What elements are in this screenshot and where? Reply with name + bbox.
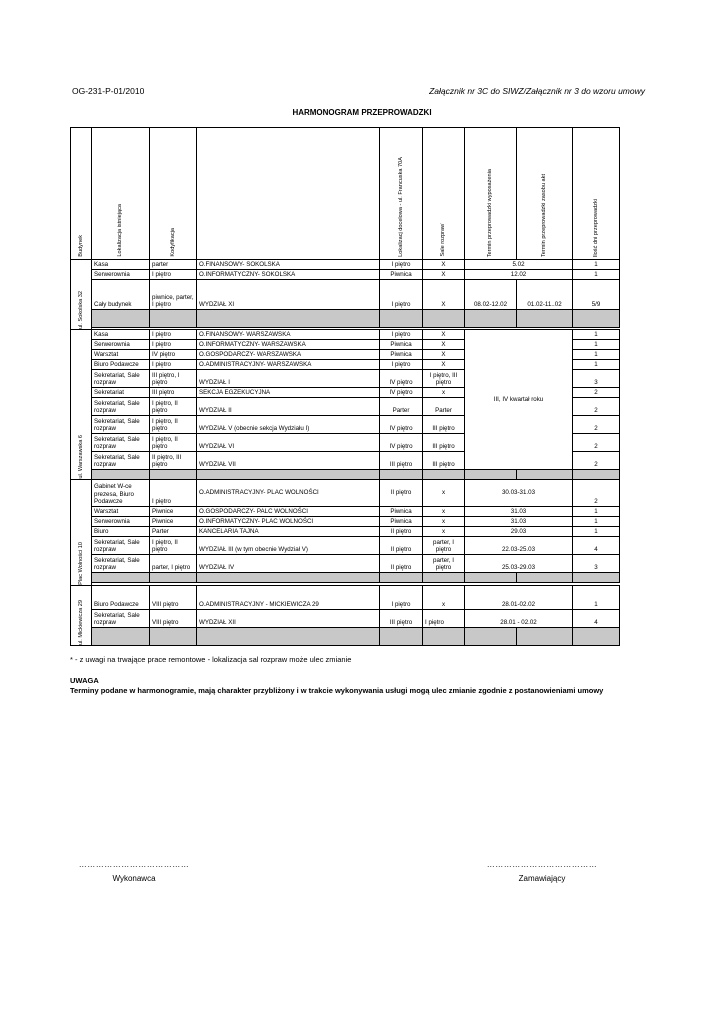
building-label: ul. Warszawska 6: [71, 330, 92, 480]
cell-location: Warsztat: [92, 350, 150, 360]
cell-location: Gabinet W-ce prezesa, Biuro Podawcze: [92, 480, 150, 507]
header-ilosc-dni: Ilość dni przeprowadzki: [573, 128, 620, 260]
header-kodyfikacja: Kodyfikacja: [150, 128, 197, 260]
table-row: [71, 555, 620, 573]
cell-location: Serwerownia: [92, 340, 150, 350]
cell-unit: O.INFORMATYCZNY- SOKOLSKA: [197, 270, 380, 280]
cell-courtroom: I piętro: [423, 610, 465, 628]
cell-unit: O.INFORMATYCZNY- PLAC WOLNOŚCI: [197, 517, 380, 527]
cell-term: 31.03: [465, 517, 573, 527]
table-row: [71, 537, 620, 555]
cell-destination: I piętro: [380, 330, 423, 340]
cell-code: I piętro: [150, 480, 197, 507]
cell-unit: SEKCJA EGZEKUCYJNA: [197, 388, 380, 398]
cell-courtroom: III piętro: [423, 434, 465, 452]
document-code: OG-231-P-01/2010: [72, 86, 145, 96]
cell-term: 31.03: [465, 507, 573, 517]
cell-destination: IV piętro: [380, 370, 423, 388]
cell-code: parter: [150, 260, 197, 270]
cell-destination: IV piętro: [380, 416, 423, 434]
signature-contractor: [76, 860, 192, 883]
table-row: [71, 480, 620, 507]
cell-courtroom: X: [423, 340, 465, 350]
cell-courtroom: x: [423, 507, 465, 517]
cell-location: Sekretariat, Sale rozpraw: [92, 370, 150, 388]
cell-location: Sekretariat, Sale rozpraw: [92, 610, 150, 628]
header-docelowa: Lokalizacj docelowa - ul. Francuska 70A: [380, 128, 423, 260]
cell-courtroom: x: [423, 586, 465, 610]
cell-courtroom: parter, I piętro: [423, 537, 465, 555]
cell-days: 2: [573, 434, 620, 452]
cell-code: parter, I piętro: [150, 555, 197, 573]
cell-location: Warsztat: [92, 507, 150, 517]
cell-unit: WYDZIAŁ XII: [197, 610, 380, 628]
cell-code: I piętro, II piętro: [150, 434, 197, 452]
cell-courtroom: X: [423, 270, 465, 280]
cell-days: 1: [573, 330, 620, 340]
cell-unit: WYDZIAŁ IV: [197, 555, 380, 573]
cell-code: III piętro: [150, 388, 197, 398]
schedule-table: [70, 127, 620, 646]
cell-days: 1: [573, 527, 620, 537]
cell-courtroom: x: [423, 517, 465, 527]
cell-code: Parter: [150, 527, 197, 537]
cell-courtroom: X: [423, 330, 465, 340]
signature-line: …………………………………: [486, 860, 598, 869]
cell-days: 4: [573, 537, 620, 555]
cell-destination: I piętro: [380, 360, 423, 370]
separator-row: [71, 573, 620, 583]
cell-unit: O.ADMINISTRACYJNY- WARSZAWSKA: [197, 360, 380, 370]
cell-location: Kasa: [92, 260, 150, 270]
cell-code: Piwnice: [150, 507, 197, 517]
cell-courtroom: III piętro: [423, 452, 465, 470]
cell-location: Kasa: [92, 330, 150, 340]
table-row: [71, 260, 620, 270]
table-row: [71, 330, 620, 340]
cell-code: VIII piętro: [150, 586, 197, 610]
cell-term: 29.03: [465, 527, 573, 537]
cell-courtroom: I piętro, III piętro: [423, 370, 465, 388]
header-nazwa: [197, 128, 380, 260]
cell-term-equipment: 08.02-12.02: [465, 280, 517, 310]
notice-text: Terminy podane w harmonogramie, mają charakter przybliżony i w trakcie wykonywania usługi mogą ulec zmianie zgodnie z postanowieniami umowy: [70, 686, 604, 695]
cell-destination: III piętro: [380, 610, 423, 628]
cell-unit: WYDZIAŁ III (w tym obecnie Wydział V): [197, 537, 380, 555]
schedule-body: [71, 128, 620, 646]
cell-code: I piętro: [150, 360, 197, 370]
cell-location: Cały budynek: [92, 280, 150, 310]
cell-days: 3: [573, 370, 620, 388]
cell-destination: II piętro: [380, 527, 423, 537]
header-lokalizacja: Lokalizacja istniejąca: [92, 128, 150, 260]
building-label: Plac Wolności 10: [71, 480, 92, 586]
cell-unit: WYDZIAŁ XI: [197, 280, 380, 310]
cell-days: 4: [573, 610, 620, 628]
header-sale: Sale rozpraw˙: [423, 128, 465, 260]
separator-row: [71, 470, 620, 480]
cell-unit: WYDZIAŁ VI: [197, 434, 380, 452]
cell-courtroom: X: [423, 360, 465, 370]
cell-destination: Piwnica: [380, 340, 423, 350]
cell-days: 2: [573, 398, 620, 416]
cell-code: I piętro: [150, 340, 197, 350]
cell-location: Sekretariat, Sale rozpraw: [92, 555, 150, 573]
cell-term: 22.03-25.03: [465, 537, 573, 555]
cell-term-merged: III, IV kwartał roku: [465, 330, 573, 470]
cell-destination: Piwnica: [380, 507, 423, 517]
cell-term: 28.01-02.02: [465, 586, 573, 610]
cell-term: 25.03-29.03: [465, 555, 573, 573]
cell-code: II piętro, III piętro: [150, 452, 197, 470]
cell-courtroom: X: [423, 260, 465, 270]
document-title: HARMONOGRAM PRZEPROWADZKI: [292, 108, 432, 117]
cell-location: Sekretariat, Sale rozpraw: [92, 416, 150, 434]
cell-courtroom: parter, I piętro: [423, 555, 465, 573]
cell-location: Sekretariat, Sale rozpraw: [92, 452, 150, 470]
cell-destination: III piętro: [380, 452, 423, 470]
cell-destination: I piętro: [380, 280, 423, 310]
cell-unit: O.INFORMATYCZNY- WARSZAWSKA: [197, 340, 380, 350]
cell-unit: WYDZIAŁ I: [197, 370, 380, 388]
cell-unit: WYDZIAŁ VII: [197, 452, 380, 470]
cell-days: 1: [573, 350, 620, 360]
attachment-reference: Załącznik nr 3C do SIWZ/Załącznik nr 3 do wzoru umowy: [429, 86, 645, 96]
cell-courtroom: X: [423, 350, 465, 360]
cell-code: I piętro, II piętro: [150, 416, 197, 434]
cell-days: 1: [573, 517, 620, 527]
cell-days: 2: [573, 480, 620, 507]
cell-destination: I piętro: [380, 586, 423, 610]
cell-location: Serwerownia: [92, 270, 150, 280]
cell-location: Sekretariat, Sale rozpraw: [92, 537, 150, 555]
cell-days: 1: [573, 270, 620, 280]
cell-destination: Piwnica: [380, 350, 423, 360]
cell-days: 1: [573, 260, 620, 270]
notice-title: UWAGA: [70, 676, 99, 685]
cell-location: Serwerownia: [92, 517, 150, 527]
cell-term: 12.02: [465, 270, 573, 280]
cell-location: Biuro: [92, 527, 150, 537]
cell-location: Sekretariat, Sale rozpraw: [92, 398, 150, 416]
separator-row: [71, 310, 620, 328]
separator-row: [71, 628, 620, 646]
cell-unit: O.ADMINISTRACYJNY- PLAC WOLNOŚCI: [197, 480, 380, 507]
cell-courtroom: x: [423, 527, 465, 537]
table-row: [71, 270, 620, 280]
cell-unit: O.FINANSOWY- WARSZAWSKA: [197, 330, 380, 340]
building-label: ul. Mickiewicza 29: [71, 586, 92, 646]
cell-unit: O.GOSPODARCZY- WARSZAWSKA: [197, 350, 380, 360]
table-row: [71, 527, 620, 537]
cell-days: 1: [573, 586, 620, 610]
cell-code: IV piętro: [150, 350, 197, 360]
cell-destination: II piętro: [380, 555, 423, 573]
signature-client: [484, 860, 600, 883]
cell-code: VIII piętro: [150, 610, 197, 628]
signature-label: Zamawiający: [518, 874, 566, 883]
cell-term: 30.03-31.03: [465, 480, 573, 507]
cell-days: 1: [573, 360, 620, 370]
cell-days: 5/9: [573, 280, 620, 310]
cell-destination: Piwnica: [380, 270, 423, 280]
cell-code: Piwnice: [150, 517, 197, 527]
cell-courtroom: x: [423, 480, 465, 507]
cell-unit: WYDZIAŁ II: [197, 398, 380, 416]
cell-destination: Piwnica: [380, 517, 423, 527]
cell-code: I piętro: [150, 330, 197, 340]
cell-days: 3: [573, 555, 620, 573]
cell-destination: IV piętro: [380, 434, 423, 452]
table-row: [71, 586, 620, 610]
cell-unit: O.GOSPODARCZY- PALC WOLNOŚCI: [197, 507, 380, 517]
header-termin-akt: Termin przeprowadzki zasobu akt: [517, 128, 573, 260]
cell-location: Sekretariat: [92, 388, 150, 398]
header-budynek: Budynek: [71, 128, 92, 260]
cell-days: 2: [573, 388, 620, 398]
cell-days: 1: [573, 507, 620, 517]
table-row: [71, 280, 620, 310]
cell-courtroom: x: [423, 388, 465, 398]
table-row: [71, 507, 620, 517]
cell-code: I piętro, II piętro: [150, 537, 197, 555]
cell-days: 2: [573, 416, 620, 434]
table-row: [71, 517, 620, 527]
cell-courtroom: Parter: [423, 398, 465, 416]
building-label: ul. Sokolska 32: [71, 260, 92, 330]
cell-unit: O.ADMINISTRACYJNY - MICKIEWICZA 29: [197, 586, 380, 610]
cell-unit: O.FINANSOWY- SOKOLSKA: [197, 260, 380, 270]
header-row: [71, 128, 620, 260]
cell-days: 1: [573, 340, 620, 350]
cell-destination: II piętro: [380, 537, 423, 555]
cell-term-files: 01.02-11..02: [517, 280, 573, 310]
cell-destination: I piętro: [380, 260, 423, 270]
cell-destination: IV piętro: [380, 388, 423, 398]
signature-label: Wykonawca: [112, 874, 156, 883]
cell-code: piwnice, parter, I piętro: [150, 280, 197, 310]
cell-days: 2: [573, 452, 620, 470]
footnote: * - z uwagi na trwające prace remontowe - lokalizacja sal rozpraw może ulec zmianie: [70, 655, 352, 664]
cell-term: 5.02: [465, 260, 573, 270]
cell-unit: WYDZIAŁ V (obecnie sekcja Wydziału I): [197, 416, 380, 434]
cell-destination: II piętro: [380, 480, 423, 507]
cell-location: Biuro Podawcze: [92, 586, 150, 610]
cell-term: 28.01 - 02.02: [465, 610, 573, 628]
cell-location: Sekretariat, Sale rozpraw: [92, 434, 150, 452]
header-termin-wyposazenia: Termin przeprowadzki wyposażenia: [465, 128, 517, 260]
cell-location: Biuro Podawcze: [92, 360, 150, 370]
cell-courtroom: III piętro: [423, 416, 465, 434]
cell-destination: Parter: [380, 398, 423, 416]
table-row: [71, 610, 620, 628]
cell-code: III piętro, I piętro: [150, 370, 197, 388]
cell-code: I piętro, II piętro: [150, 398, 197, 416]
cell-courtroom: X: [423, 280, 465, 310]
cell-code: I piętro: [150, 270, 197, 280]
signature-line: …………………………………: [78, 860, 190, 869]
cell-unit: KANCELARIA TAJNA: [197, 527, 380, 537]
